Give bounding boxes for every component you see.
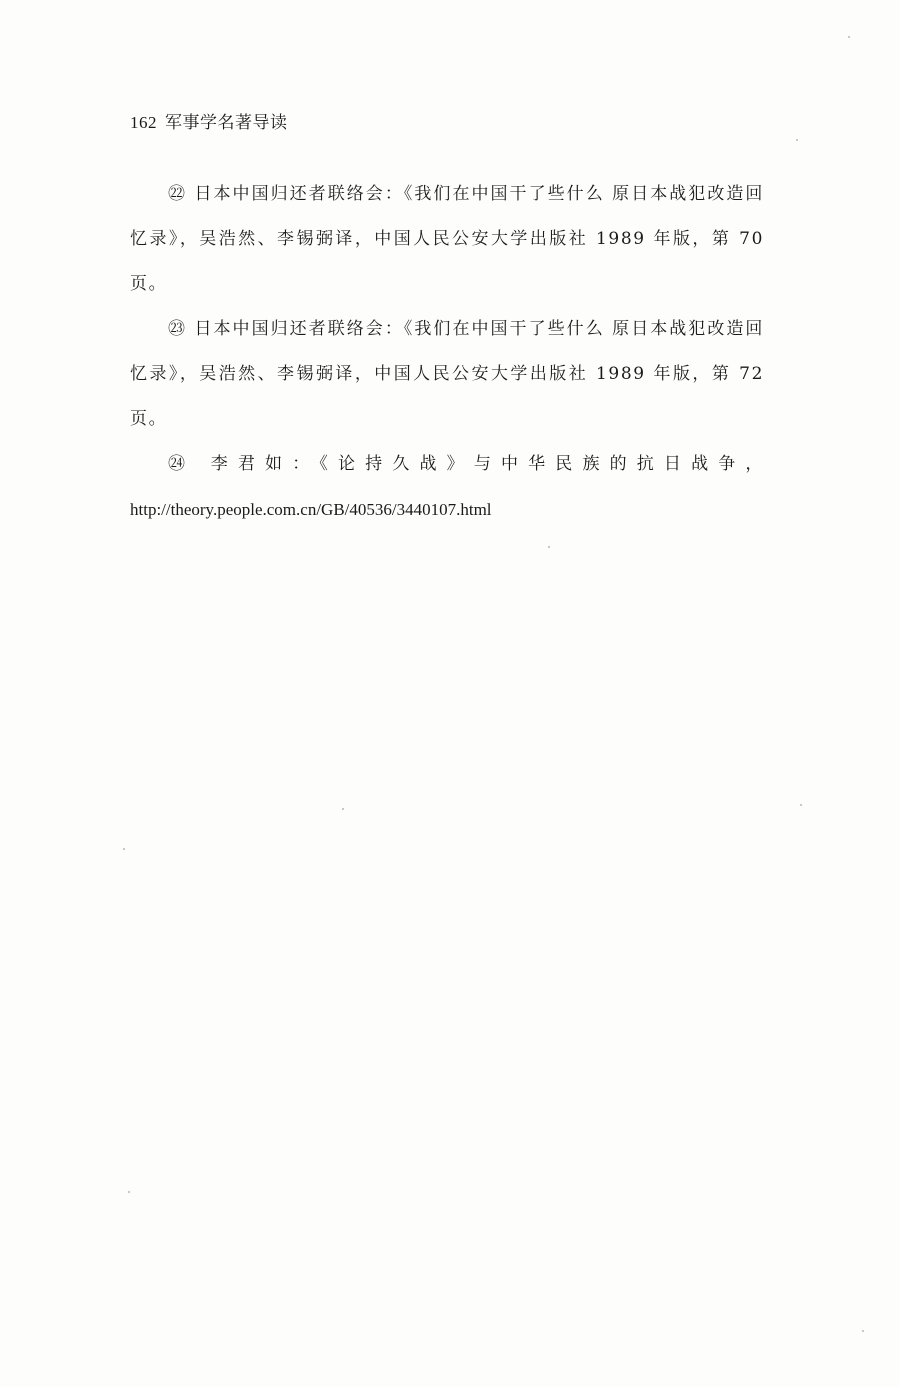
note-marker: ㉓	[168, 319, 188, 339]
scan-speck	[548, 546, 550, 548]
endnote-23	[130, 307, 764, 442]
book-title: 军事学名著导读	[165, 113, 288, 132]
scan-speck	[862, 1330, 864, 1332]
scan-speck	[128, 1191, 130, 1193]
scan-speck	[796, 139, 798, 141]
scan-speck	[848, 36, 850, 38]
scan-speck	[342, 808, 344, 810]
endnote-24	[130, 442, 764, 533]
running-head	[130, 108, 288, 133]
scan-speck	[800, 804, 802, 806]
note-url: http://theory.people.com.cn/GB/40536/3440107.html	[130, 500, 492, 519]
page-number: 162	[130, 113, 157, 132]
note-text: 李君如：《论持久战》与中华民族的抗日战争，	[195, 454, 764, 474]
endnotes	[130, 172, 764, 533]
note-text: 日本中国归还者联络会：《我们在中国干了些什么 原日本战犯改造回忆录》，吴浩然、李锡弼译，中国人民公安大学出版社 1989 年版，第 72 页。	[130, 319, 764, 429]
note-marker: ㉔	[168, 454, 196, 474]
endnote-22	[130, 172, 764, 307]
note-text: 日本中国归还者联络会：《我们在中国干了些什么 原日本战犯改造回忆录》，吴浩然、李锡弼译，中国人民公安大学出版社 1989 年版，第 70 页。	[130, 184, 764, 294]
note-marker: ㉒	[168, 184, 188, 204]
scan-speck	[123, 848, 125, 850]
